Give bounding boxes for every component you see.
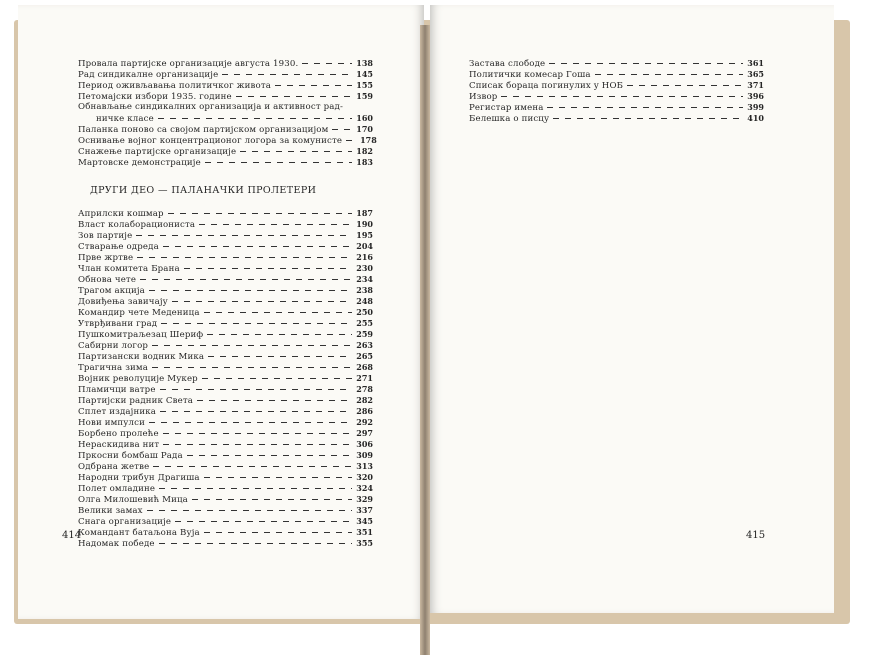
toc-entry-page: 159 <box>356 91 373 101</box>
toc-entry-page: 361 <box>747 58 764 68</box>
toc-entry-title: Стварање одреда <box>78 242 159 252</box>
toc-entry-page: 234 <box>356 274 373 284</box>
toc-entry <box>78 80 373 91</box>
toc-entry-title: Рад синдикалне организације <box>78 70 219 80</box>
toc-entry-page: 345 <box>356 516 373 526</box>
toc-entry-title: Партијски радник Света <box>78 396 194 406</box>
toc-leader-dashes <box>163 433 353 434</box>
toc-entry-title: Застава слободе <box>469 59 546 69</box>
toc-entry-title: Сплет издајника <box>78 407 157 417</box>
toc-entry <box>78 428 373 439</box>
toc-entry-page: 355 <box>356 538 373 548</box>
toc-entry <box>78 208 373 219</box>
toc-entry-title: Нови импулси <box>78 418 145 428</box>
toc-entry <box>78 439 373 450</box>
toc-entry-title: Белешка о писцу <box>469 114 550 124</box>
toc-entry-page: 187 <box>356 208 373 218</box>
toc-leader-dashes <box>159 543 353 544</box>
toc-entry-page: 268 <box>356 362 373 372</box>
toc-entry-page: 263 <box>356 340 373 350</box>
toc-entry-page: 292 <box>356 417 373 427</box>
toc-entry <box>469 69 764 80</box>
page-number-right: 415 <box>746 530 766 541</box>
toc-part-three <box>469 58 764 124</box>
toc-entry-page: 306 <box>356 439 373 449</box>
toc-entry <box>78 69 373 80</box>
toc-entry <box>78 124 373 135</box>
toc-entry <box>78 384 373 395</box>
right-page <box>430 5 834 613</box>
toc-leader-dashes <box>137 257 352 258</box>
toc-entry-title: Полет омладине <box>78 484 156 494</box>
toc-entry-page: 371 <box>747 80 764 90</box>
toc-entry-title: Сабирни логор <box>78 341 149 351</box>
toc-entry-page: 399 <box>747 102 764 112</box>
toc-leader-dashes <box>240 151 352 152</box>
toc-entry-title: Пламичци ватре <box>78 385 156 395</box>
toc-entry-title: Обнављање синдикалних организација и активност рад- <box>78 102 344 112</box>
toc-entry-title: Обнова чете <box>78 275 137 285</box>
toc-entry-page: 320 <box>356 472 373 482</box>
toc-entry-page: 259 <box>356 329 373 339</box>
toc-leader-dashes <box>163 246 352 247</box>
section-title: ДРУГИ ДЕО — ПАЛАНАЧКИ ПРОЛЕТЕРИ <box>90 185 317 196</box>
toc-leader-dashes <box>187 455 353 456</box>
toc-leader-dashes <box>184 268 353 269</box>
toc-entry-page: 297 <box>356 428 373 438</box>
toc-entry-title: Снага организације <box>78 517 172 527</box>
toc-leader-dashes <box>160 411 352 412</box>
toc-entry-page: 313 <box>356 461 373 471</box>
toc-entry-title: Нераскидива нит <box>78 440 160 450</box>
toc-leader-dashes <box>204 532 353 533</box>
toc-entry-page: 216 <box>356 252 373 262</box>
toc-entry-title: Априлски кошмар <box>78 209 164 219</box>
toc-leader-dashes <box>302 63 352 64</box>
toc-entry <box>78 351 373 362</box>
toc-entry-title: Оснивање војног концентрационог логора за комунисте <box>78 136 343 146</box>
toc-entry-title: Регистар имена <box>469 103 544 113</box>
toc-entry <box>78 296 373 307</box>
toc-entry-page: 278 <box>356 384 373 394</box>
toc-entry <box>78 135 377 146</box>
toc-entry-title: Надомак победе <box>78 539 155 549</box>
toc-entry-title: ничке класе <box>96 114 154 124</box>
toc-entry-title: Пркосни бомбаш Рада <box>78 451 183 461</box>
toc-entry <box>78 516 373 527</box>
toc-entry-page: 182 <box>356 146 373 156</box>
toc-part-one <box>78 58 377 168</box>
toc-leader-dashes <box>136 235 352 236</box>
toc-entry <box>78 241 373 252</box>
toc-entry <box>78 285 373 296</box>
toc-entry-page: 155 <box>356 80 373 90</box>
toc-entry <box>78 113 373 124</box>
toc-leader-dashes <box>275 85 352 86</box>
toc-entry-title: Политички комесар Гоша <box>469 70 591 80</box>
toc-entry <box>78 417 373 428</box>
toc-entry-page: 265 <box>356 351 373 361</box>
toc-leader-dashes <box>160 389 353 390</box>
toc-entry-title: Власт колаборациониста <box>78 220 196 230</box>
toc-entry <box>78 274 373 285</box>
toc-entry <box>78 263 373 274</box>
toc-entry <box>78 252 373 263</box>
toc-entry-title: Трагом акција <box>78 286 145 296</box>
toc-leader-dashes <box>202 378 352 379</box>
toc-entry-title: Војник револуције Мукер <box>78 374 198 384</box>
toc-entry <box>469 113 764 124</box>
toc-entry <box>78 472 373 483</box>
toc-entry-page: 138 <box>356 58 373 68</box>
toc-entry-page: 255 <box>356 318 373 328</box>
toc-entry-title: Трагична зима <box>78 363 149 373</box>
toc-entry <box>78 395 373 406</box>
toc-entry-title: Зов партије <box>78 231 133 241</box>
toc-entry-page: 183 <box>356 157 373 167</box>
toc-leader-dashes <box>222 74 352 75</box>
toc-entry-page: 309 <box>356 450 373 460</box>
toc-entry-page: 324 <box>356 483 373 493</box>
toc-entry <box>78 461 373 472</box>
book-gutter <box>420 25 430 655</box>
toc-entry-title: Командант батаљона Вуја <box>78 528 200 538</box>
toc-entry-title: Провала партијске организације августа 1930. <box>78 59 299 69</box>
toc-entry-title: Члан комитета Брана <box>78 264 180 274</box>
toc-entry <box>78 329 373 340</box>
toc-entry-title: Пушкомитраљезац Шериф <box>78 330 204 340</box>
toc-entry <box>469 80 764 91</box>
toc-entry-title: Партизански водник Мика <box>78 352 205 362</box>
toc-entry-page: 178 <box>360 135 377 145</box>
toc-entry <box>78 450 373 461</box>
toc-entry-page: 160 <box>356 113 373 123</box>
toc-entry-page: 329 <box>356 494 373 504</box>
toc-leader-dashes <box>159 488 352 489</box>
toc-entry <box>78 230 373 241</box>
toc-entry-title: Списак бораца погинулих у НОБ <box>469 81 624 91</box>
toc-entry-title: Извор <box>469 92 498 102</box>
toc-leader-dashes <box>595 74 744 75</box>
toc-entry-page: 365 <box>747 69 764 79</box>
toc-entry-page: 238 <box>356 285 373 295</box>
toc-entry-title: Мартовске демонстрације <box>78 158 201 168</box>
toc-leader-dashes <box>197 400 352 401</box>
toc-entry-page: 337 <box>356 505 373 515</box>
toc-part-two <box>78 208 373 549</box>
toc-entry <box>78 538 373 549</box>
toc-entry-title: Снажење партијске организације <box>78 147 237 157</box>
toc-entry-title: Борбено пролеће <box>78 429 159 439</box>
toc-leader-dashes <box>199 224 352 225</box>
toc-entry <box>78 318 373 329</box>
toc-entry <box>78 373 373 384</box>
toc-leader-dashes <box>147 510 353 511</box>
toc-leader-dashes <box>547 107 743 108</box>
toc-entry-page: 271 <box>356 373 373 383</box>
toc-entry-page: 230 <box>356 263 373 273</box>
toc-entry-title: Народни трибун Драгиша <box>78 473 200 483</box>
toc-entry-page: 195 <box>356 230 373 240</box>
toc-entry-page: 282 <box>356 395 373 405</box>
toc-entry <box>78 307 373 318</box>
toc-entry <box>78 483 373 494</box>
toc-entry <box>78 494 373 505</box>
toc-entry-title: Командир чете Меденица <box>78 308 200 318</box>
toc-entry-title: Петомајски избори 1935. године <box>78 92 232 102</box>
toc-entry-title: Велики замах <box>78 506 143 516</box>
toc-entry <box>78 362 373 373</box>
toc-leader-dashes <box>332 129 352 130</box>
toc-leader-dashes <box>172 301 352 302</box>
toc-entry-title: Одбрана жетве <box>78 462 150 472</box>
toc-leader-dashes <box>501 96 743 97</box>
toc-leader-dashes <box>161 323 352 324</box>
toc-leader-dashes <box>204 477 353 478</box>
toc-leader-dashes <box>149 290 352 291</box>
toc-leader-dashes <box>153 466 352 467</box>
toc-leader-dashes <box>168 213 353 214</box>
toc-entry <box>469 91 764 102</box>
toc-entry <box>78 91 373 102</box>
toc-entry-title: Прве жртве <box>78 253 134 263</box>
toc-leader-dashes <box>207 334 352 335</box>
toc-entry-page: 248 <box>356 296 373 306</box>
toc-entry-title: Утврђивани град <box>78 319 158 329</box>
toc-entry-title: Довиђења завичају <box>78 297 168 307</box>
toc-entry-page: 410 <box>747 113 764 123</box>
toc-entry-page: 204 <box>356 241 373 251</box>
toc-leader-dashes <box>236 96 353 97</box>
toc-entry <box>78 505 373 516</box>
toc-leader-dashes <box>208 356 352 357</box>
page-number-left: 414 <box>62 530 82 541</box>
toc-entry-page: 351 <box>356 527 373 537</box>
toc-entry <box>78 219 373 230</box>
toc-entry-title: Олга Милошевић Мица <box>78 495 188 505</box>
toc-entry-page: 250 <box>356 307 373 317</box>
toc-entry <box>469 102 764 113</box>
toc-entry-page: 170 <box>356 124 373 134</box>
toc-entry-page: 190 <box>356 219 373 229</box>
toc-leader-dashes <box>149 422 352 423</box>
toc-entry-page: 145 <box>356 69 373 79</box>
left-page <box>18 5 424 619</box>
toc-entry-page: 396 <box>747 91 764 101</box>
toc-leader-dashes <box>205 162 352 163</box>
toc-entry <box>469 58 764 69</box>
toc-leader-dashes <box>549 63 743 64</box>
toc-entry <box>78 157 373 168</box>
toc-leader-dashes <box>163 444 352 445</box>
toc-leader-dashes <box>627 85 743 86</box>
toc-entry-page: 286 <box>356 406 373 416</box>
toc-entry <box>78 340 373 351</box>
toc-leader-dashes <box>152 345 352 346</box>
toc-entry <box>78 527 373 538</box>
toc-entry <box>78 102 373 113</box>
toc-entry <box>78 146 373 157</box>
toc-entry-title: Период оживљавања политичког живота <box>78 81 272 91</box>
toc-leader-dashes <box>346 140 356 141</box>
toc-leader-dashes <box>204 312 353 313</box>
toc-leader-dashes <box>140 279 352 280</box>
toc-leader-dashes <box>175 521 352 522</box>
toc-entry <box>78 58 373 69</box>
toc-leader-dashes <box>192 499 352 500</box>
toc-entry-title: Паланка поново са својом партијском организацијом <box>78 125 329 135</box>
toc-leader-dashes <box>553 118 743 119</box>
toc-leader-dashes <box>158 118 352 119</box>
toc-entry <box>78 406 373 417</box>
toc-leader-dashes <box>152 367 352 368</box>
